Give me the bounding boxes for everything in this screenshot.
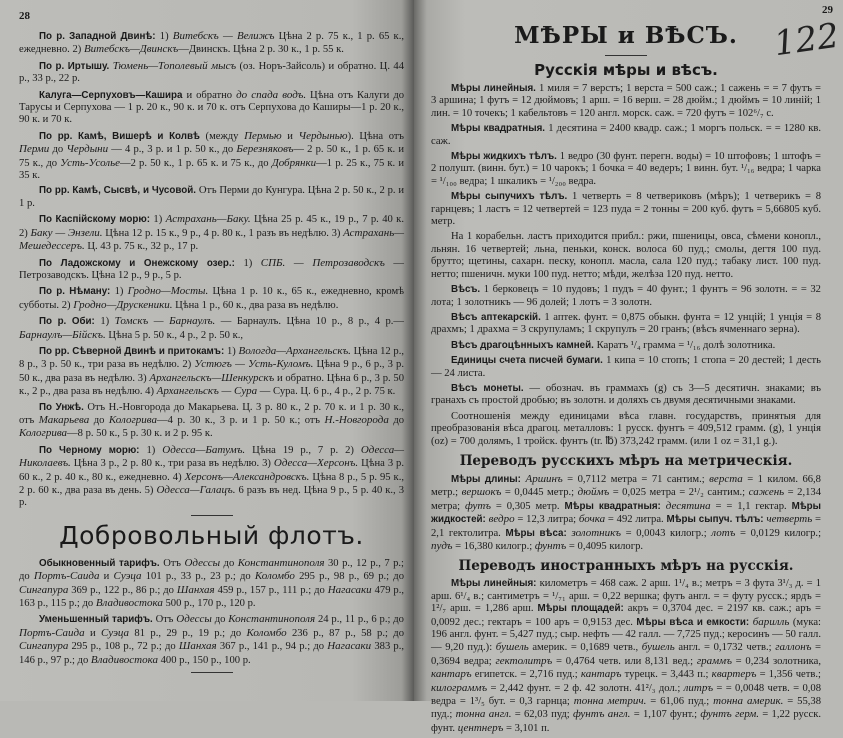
- paragraph: [19, 557, 404, 611]
- text-run: = = 0,0048 четв. = 0,08 ведра = 1³/₅ бут. = 0,3 гарнца;: [431, 682, 822, 708]
- italic-term: барилль: [752, 615, 790, 628]
- italic-term: тонна англ.: [455, 708, 512, 721]
- text-run: до: [49, 144, 67, 156]
- paragraph: [19, 185, 404, 210]
- divider-rule: [605, 55, 647, 56]
- italic-term: Барнаулъ—Бійскъ.: [19, 328, 106, 341]
- text-run: 1 аптек. фунт. = 0,875 обыкн. фунта = 12 унцій; 1 унція = 8 драхмъ; 1 драхма = 3 скрупуламъ; 1 скрупулъ = 20 гранъ; (вѣсъ ячменнаго зерна).: [431, 311, 821, 336]
- text-run: 236 р., 87 р., 58 р.; до: [286, 627, 404, 639]
- text-run: и: [281, 130, 299, 142]
- italic-term: фунтъ: [534, 540, 567, 552]
- page-number: 29: [822, 4, 833, 16]
- text-run: 1): [243, 257, 261, 269]
- paragraph-heading: Вѣсъ монеты.: [451, 382, 524, 394]
- paragraph: [431, 473, 821, 553]
- italic-term: Одесса—Батумъ.: [162, 443, 246, 456]
- text-run: = 0,0043 килогр.;: [621, 527, 712, 539]
- text-run: Цѣна 2 р. 75 к., 1 р. 65 к., ежедневно. 2): [19, 31, 404, 56]
- text-run: Отъ Перми до Кунгура. Цѣна 2 р. 50 к., 2 р. и 1 р.: [19, 185, 404, 209]
- text-run: и обратно. Цѣна 6 р., 3 р. 50 к., 2 р., два раза въ недѣлю. 4): [19, 372, 404, 398]
- paragraph-heading: Единицы счета писчей бумаги.: [451, 355, 607, 367]
- text-run: турецк. = 3,443 п.;: [621, 669, 712, 681]
- italic-term: СПБ. — Петрозаводскъ: [260, 256, 385, 269]
- paragraph-heading: По р. Западной Двинѣ:: [39, 31, 160, 42]
- italic-term: фунтъ герм.: [700, 708, 760, 721]
- paragraph: [19, 444, 404, 510]
- text-run: (между: [199, 130, 245, 142]
- text-run: до: [89, 414, 109, 426]
- italic-term: Гродно—Друскеники.: [73, 298, 173, 311]
- italic-term: Владивостока: [95, 597, 163, 610]
- text-run: = 0,7112 метра = 71 сантим.;: [562, 473, 710, 485]
- italic-term: Вологда—Архангельскъ.: [238, 344, 351, 357]
- text-run: = 1,356 четв.;: [756, 669, 821, 681]
- text-run: = 1,107 фунт.;: [630, 709, 701, 721]
- text-run: = = 1,1 гектар.: [710, 500, 792, 512]
- text-run: 500 р., 170 р., 120 р.: [162, 598, 256, 610]
- paragraph: [431, 191, 821, 228]
- paragraph-heading: Калуга—Серпуховъ—Кашира: [39, 89, 183, 101]
- text-run: до: [388, 414, 405, 426]
- italic-term: Астрахань—Мешедессеръ.: [19, 226, 404, 253]
- text-run: = 2,442 фунт. = 2 ф. 42 золотн. 41²/₃ дол.;: [487, 682, 684, 694]
- section-title: Переводъ иностранныхъ мѣръ на русскія.: [458, 558, 794, 575]
- text-run: = 1 килом. 66,8 метр.;: [431, 473, 821, 499]
- italic-term: футъ: [465, 499, 491, 512]
- italic-term: Суэца: [101, 626, 130, 639]
- left-page: [0, 0, 414, 701]
- italic-term: килограммъ: [431, 681, 488, 694]
- text-run: = 62,03 пуд;: [511, 709, 573, 721]
- italic-term: Нагасаки: [327, 640, 372, 653]
- text-run: Цѣна 8 р., 5 р. 95 к., 2 р. 60 к., два раза въ день. 5): [19, 471, 404, 496]
- text-run: 295 р., 108 р., 72 р.; до: [68, 641, 179, 653]
- paragraph-heading: Мѣры жидкихъ тѣлъ.: [451, 151, 560, 163]
- text-run: 459 р., 157 р., 111 р.; до: [214, 584, 328, 596]
- text-run: —1 р. 25 к., 75 к. и 35 к.: [19, 157, 405, 182]
- paragraph: [431, 231, 821, 281]
- italic-term: Константинополя: [228, 613, 316, 626]
- italic-term: Владивостока: [90, 653, 158, 666]
- text-run: Цѣна 19 р., 7 р. 2): [245, 444, 361, 456]
- handwritten-number: 122: [771, 15, 842, 65]
- paragraph-heading: По рр. Камѣ, Вишерѣ и Колвѣ: [39, 130, 200, 142]
- text-run: америк. = 0,1689 четв.,: [528, 642, 642, 654]
- italic-term: кантаръ: [431, 668, 472, 681]
- paragraph: [431, 312, 821, 337]
- text-run: египетск. = 2,716 пуд.;: [471, 669, 581, 681]
- paragraph: [431, 151, 821, 188]
- italic-term: тонна метрич.: [573, 695, 647, 708]
- paragraph-heading: По Каспійскому морю:: [39, 214, 154, 226]
- italic-term: Гродно—Мосты.: [127, 285, 209, 298]
- text-run: 295 р., 98 р., 69 р.; до: [294, 571, 404, 583]
- text-run: 30 р., 12 р., 7 р.; до: [19, 557, 404, 583]
- italic-term: Одесса—Херсонъ.: [273, 457, 359, 470]
- paragraph: [431, 355, 821, 380]
- text-run: = 0,4764 четв. или 8,131 вед.;: [552, 655, 697, 667]
- paragraph: [19, 213, 404, 253]
- italic-term: сажень: [748, 486, 785, 499]
- text-run: = 3,101 п.: [503, 722, 550, 734]
- left-page-text: [19, 30, 404, 678]
- italic-term: золотникъ: [571, 526, 621, 539]
- paragraph-heading: Мѣры вѣса:: [505, 527, 572, 539]
- page-number: 28: [19, 10, 30, 22]
- italic-term: пудъ: [431, 540, 453, 552]
- paragraph: [431, 123, 821, 148]
- italic-term: Н.-Новгорода: [324, 413, 389, 426]
- italic-term: Кологрива: [19, 427, 68, 440]
- text-run: акръ = 0,3704 дес. = 2197 кв. саж.; аръ = 0,0092 дес.; гектаръ = 100 аръ = 0,9153 дес.: [431, 603, 821, 628]
- text-run: = 61,06 пуд.;: [646, 696, 714, 708]
- paragraph-heading: По Черному морю:: [39, 444, 147, 456]
- italic-term: верста: [709, 472, 743, 485]
- right-page-text: [431, 12, 821, 738]
- right-page: [414, 0, 843, 734]
- text-run: Цѣна 1 р. 10 к., 65 к., ежедневно, кромѣ субботы. 2): [19, 286, 404, 311]
- italic-term: Одессы: [176, 613, 212, 626]
- text-run: Цѣна 3 р. 60 к., 2 р. 40 к., 80 к., ежедневно. 4): [19, 458, 404, 483]
- text-run: 1 ведро (30 фунт. перегн. воды) = 10 штофовъ; 1 штофъ = 2 полушт. (винн. бут.) = 10 чарокъ; 1 бочка = 40 ведеръ; 1 винн. бут. ¹/₁₆ ведра; 1 чарка = ¹/₁₀₀ ведра; 1 шкаликъ = ¹/₂₀₀ ведра.: [431, 151, 821, 187]
- text-run: и: [84, 627, 101, 639]
- text-run: = 0,0129 килогр.;: [735, 527, 822, 539]
- text-run: 1 четверть = 8 четвериковъ (мѣръ); 1 четверикъ = 8 гарнцевъ; 1 ластъ = 12 четвертей = 123 пуда = 2 тонны = 200 куб. футъ = 5,66805 куб. метр.: [431, 191, 822, 228]
- paragraph: [431, 284, 821, 309]
- italic-term: Тюмень—Тополевый мысъ: [112, 59, 237, 72]
- text-run: Соотношенія между единицами вѣса главн. государствъ, принятыя для преобразованія вѣса драгоц. металловъ: 1 русск. фунтъ = 409,512 грамм. (g), 1 унція (oz) = 700 долямъ, 1 тройск. фунтъ (tr. ℔) 373,242 грамм. (или 1 oz = 31,1 g.).: [431, 410, 821, 447]
- paragraph-heading: По Ладожскому и Онежскому озер.:: [39, 257, 244, 269]
- text-run: 24 р., 11 р., 6 р.; до: [315, 614, 404, 626]
- text-run: = 0,0445 метр.;: [501, 487, 578, 499]
- text-run: = 12,3 литра;: [514, 514, 579, 526]
- text-run: 1): [159, 31, 173, 42]
- italic-term: гектолитръ: [495, 654, 553, 667]
- italic-term: Одесса—Галацъ.: [156, 484, 236, 496]
- text-run: 1 берковецъ = 10 пудовъ; 1 пудъ = 40 фунт.; 1 фунтъ = 96 золотн. = = 32 лота; 1 золотникъ — 96 долей; 1 лотъ = 3 золотн.: [431, 284, 821, 308]
- text-run: 1): [146, 444, 163, 456]
- text-run: = 0,234 золотника,: [731, 655, 822, 667]
- paragraph: [19, 613, 404, 667]
- italic-term: Витебскъ — Велижъ: [172, 30, 275, 42]
- italic-term: Чердыни: [66, 143, 109, 156]
- text-run: Отъ Н.-Новгорода до Макарьева. Ц. 3 р. 80 к., 2 р. 70 к. и 1 р. 30 к., отъ: [19, 401, 405, 426]
- paragraph-heading: По р. Нѣману:: [39, 286, 115, 298]
- text-run: 1): [114, 286, 128, 298]
- italic-term: Аршинъ: [525, 472, 563, 485]
- italic-term: вершокъ: [461, 486, 502, 499]
- text-run: 6 разъ въ нед. Цѣна 9 р., 5 р. 40 к., 3 р.: [19, 485, 404, 509]
- text-run: 1): [100, 316, 115, 328]
- paragraph-heading: Мѣры сыпуч. тѣлъ:: [666, 514, 767, 526]
- paragraph-heading: По р. Иртышу.: [39, 60, 113, 72]
- text-run: Цѣна 25 р. 45 к., 19 р., 7 р. 40 к. 2): [19, 214, 404, 239]
- italic-term: дюймъ: [577, 486, 610, 499]
- italic-term: Константинополя: [237, 556, 325, 569]
- italic-term: Портъ-Саида: [33, 570, 100, 583]
- text-run: Ц. 43 р. 75 к., 32 р., 17 р.: [84, 241, 199, 253]
- italic-term: Херсонъ—Александровскъ.: [184, 470, 310, 483]
- italic-term: Коломбо: [254, 570, 295, 583]
- text-run: — Барнаулъ. Цѣна 10 р., 8 р., 4 р.—: [215, 316, 405, 328]
- text-run: Отъ: [163, 557, 185, 569]
- italic-term: Витебскъ—Двинскъ: [83, 43, 179, 56]
- italic-term: бочка: [578, 513, 606, 526]
- italic-term: Сингапура: [19, 640, 69, 653]
- section-title: Переводъ русскихъ мѣръ на метрическія.: [459, 452, 793, 469]
- divider-rule: [191, 515, 233, 516]
- text-run: —4 р. 30 к., 3 р. и 1 р. 50 к.; отъ: [156, 414, 325, 426]
- paragraph: [19, 30, 404, 57]
- text-run: — Сура. Ц. 6 р., 4 р., 2 р. 75 к.: [257, 386, 396, 398]
- italic-term: литръ: [683, 681, 714, 694]
- paragraph-heading: Мѣры квадратныя.: [451, 123, 549, 135]
- section-title: МѢРЫ и ВѢСЪ.: [514, 22, 738, 49]
- italic-term: тонна америк.: [713, 695, 784, 708]
- paragraph-heading: По рр. Камѣ, Сысвѣ, и Чусовой.: [39, 185, 199, 197]
- paragraph: [431, 83, 821, 120]
- text-run: 367 р., 141 р., 94 р.; до: [216, 641, 328, 653]
- paragraph-heading: Вѣсъ драгоцѣнныхъ камней.: [451, 339, 597, 351]
- paragraph-heading: Мѣры линейныя:: [451, 578, 540, 590]
- italic-term: Архангельскъ—Шенкурскъ: [149, 371, 275, 384]
- paragraph: [19, 345, 404, 399]
- text-run: —2 р. 50 к., 1 р. 65 к. и 75 к., до: [119, 157, 272, 169]
- italic-term: Сингапура: [19, 583, 69, 596]
- text-run: Отъ: [155, 614, 177, 626]
- text-run: = 0,3694 ведра;: [431, 642, 822, 667]
- italic-term: Астрахань—Баку.: [165, 213, 251, 226]
- text-run: километръ = 468 саж. 2 арш. 1¹/₄ в.; метръ = 3 фута 3¹/₃ д. = 1 арш. 6¹/₄ в.; сантиметръ = ¹/₇₁ арш. = 0,22 вершка; футъ англ. = = футу русск.; ярдъ = 1²/₇ арш. = 1,286 арш.: [431, 578, 821, 615]
- italic-term: Устюгъ — Усть-Куломъ.: [194, 358, 314, 371]
- text-run: 479 р., 163 р., 115 р.; до: [19, 584, 405, 610]
- paragraph: [431, 578, 821, 735]
- text-run: На 1 корабельн. ластъ приходится прибл.: ржи, пшеницы, овса, сѣмени конопл., льнян. 16 четвертей; льна, пеньки, конск. волоса 60 пуд.; смолы, дегтя 100 пуд. брутто; щетины, сахарн. песку, конопл. масла, сала 120 пуд.; табаку лист. 100 пуд. нетто; пшеничн. муки 100 пуд. нетто; мѣди, желѣза 120 пуд. нетто.: [431, 231, 821, 280]
- text-run: 400 р., 150 р., 100 р.: [157, 654, 251, 666]
- paragraph: [19, 285, 404, 312]
- paragraph-heading: Мѣры длины:: [451, 473, 526, 485]
- paragraph-heading: Мѣры квадратныя:: [564, 500, 666, 512]
- paragraph-heading: Мѣры площадей:: [537, 603, 628, 615]
- text-run: Цѣна 12 р. 15 к., 9 р., 4 р. 80 к., 1 разъ въ недѣлю. 3): [102, 227, 344, 239]
- text-run: до: [211, 614, 229, 626]
- text-run: до: [220, 557, 238, 569]
- italic-term: Перми: [19, 143, 50, 156]
- text-run: 1): [153, 214, 166, 226]
- text-run: и: [99, 571, 114, 583]
- text-run: = 492 литра.: [605, 514, 667, 526]
- text-run: 1 десятина = 2400 квадр. саж.; 1 моргъ польск. = = 1280 кв. саж.: [431, 123, 821, 147]
- paragraph: [19, 257, 404, 283]
- text-run: Цѣна 1 р., 60 к., два раза въ недѣлю.: [172, 299, 339, 311]
- italic-term: Нагасаки: [327, 583, 372, 596]
- italic-term: бушель: [495, 641, 529, 654]
- paragraph: [431, 411, 821, 448]
- italic-term: десятина: [665, 499, 711, 512]
- italic-term: Одессы: [184, 556, 221, 569]
- italic-term: Усть-Усолье: [60, 156, 120, 169]
- paragraph-heading: Мѣры вѣса и емкости:: [636, 616, 753, 628]
- italic-term: кантаръ: [580, 668, 622, 681]
- italic-term: до спада водъ.: [236, 88, 307, 101]
- text-run: = 0,4095 килогр.: [566, 541, 644, 552]
- paragraph-heading: По Унжѣ.: [39, 401, 88, 413]
- italic-term: бушель: [641, 641, 675, 654]
- text-run: = 16,380 килогр.;: [452, 541, 535, 552]
- section-title: Добровольный флотъ.: [59, 520, 364, 550]
- italic-term: Добрянки: [271, 156, 317, 169]
- italic-term: четверть: [766, 513, 813, 526]
- italic-term: Суэца: [113, 570, 142, 583]
- italic-term: ведро: [488, 513, 515, 526]
- italic-term: Одесса—Николаевъ.: [19, 443, 404, 470]
- italic-term: Шанхая: [176, 583, 215, 596]
- text-run: = 55,38 пуд.;: [431, 696, 822, 721]
- paragraph: [431, 383, 821, 408]
- text-run: 101 р., 33 р., 23 р.; до: [141, 571, 255, 583]
- text-run: 1): [227, 345, 239, 357]
- italic-term: центнеръ: [457, 721, 504, 734]
- text-run: — Петрозаводскъ. Цѣна 12 р., 9 р., 5 р.: [19, 257, 405, 281]
- text-run: 369 р., 122 р., 86 р.; до: [68, 584, 177, 596]
- paragraph-heading: Мѣры жидкостей:: [431, 500, 822, 526]
- italic-term: фунтъ англ.: [572, 708, 631, 721]
- text-run: —8 р. 50 к., 5 р. 30 к. и 2 р. 95 к.: [67, 428, 213, 440]
- text-run: —Двинскъ. Цѣна 2 р. 30 к., 1 р. 55 к.: [178, 44, 344, 56]
- text-run: = 0,305 метр.: [490, 500, 565, 512]
- text-run: — обознач. въ граммахъ (g) съ 3—5 десятичн. знаками; въ гранахъ съ простой дробью; въ золотн. и доляхъ съ двумя десятичными знаками.: [431, 382, 821, 407]
- paragraph: [19, 89, 404, 127]
- text-run: — 4 р., 3 р. и 1 р. 50 к., до: [108, 144, 237, 156]
- text-run: Цѣна 9 р., 6 р., 3 р. 50 к., два раза въ недѣлю. 3): [19, 359, 404, 384]
- italic-term: Томскъ — Барнаулъ.: [114, 315, 216, 328]
- italic-term: Коломбо: [246, 626, 287, 639]
- paragraph-heading: Мѣры сыпучихъ тѣлъ.: [451, 191, 573, 203]
- paragraph-heading: По рр. Сѣверной Двинѣ и притокамъ:: [39, 345, 227, 357]
- text-run: англ. = 0,1732 четв.;: [674, 642, 776, 654]
- paragraph: [19, 60, 404, 86]
- text-run: 81 р., 29 р., 19 р.; до: [129, 627, 247, 639]
- text-run: = 2,134 метра;: [431, 487, 822, 512]
- text-run: Цѣна 12 р., 8 р., 3 р. 50 к., три раза въ недѣлю. 2): [19, 345, 404, 371]
- italic-term: Пермью: [244, 129, 282, 142]
- section-title: Русскія мѣры и вѣсъ.: [534, 61, 718, 79]
- italic-term: Макарьева: [38, 413, 90, 426]
- text-run: и обратно: [182, 89, 237, 101]
- italic-term: Портъ-Саида: [19, 626, 85, 639]
- text-run: = 0,025 метра = 2¹/₂ сантим.;: [609, 487, 749, 499]
- text-run: (оз. Норъ-Зайсоль) и обратно. Ц. 44 р., 33 р., 22 р.: [19, 60, 404, 85]
- text-run: = 2,1 гектолитра.: [431, 514, 822, 539]
- paragraph-heading: Мѣры линейныя.: [451, 83, 540, 94]
- paragraph: [19, 402, 404, 441]
- paragraph-heading: Уменьшенный тарифъ.: [39, 614, 156, 626]
- italic-term: Березняковъ: [236, 143, 294, 156]
- paragraph: [19, 315, 404, 342]
- text-run: — 2 р. 50 к., 1 р. 65 к. и 75 к., до: [19, 144, 405, 169]
- text-run: Каратъ ¹/₄ грамма = ¹/₁₆ долѣ золотника.: [596, 339, 776, 351]
- text-run: 1 кипа = 10 стопъ; 1 стопа = 20 дестей; 1 десть — 24 листа.: [431, 355, 821, 379]
- text-run: (мука: 196 англ. фунт. = 5,427 пуд.; сыр. нефть — 42 галл. — 7,725 пуд.; керосинъ — 50 галл. — 9,20 пуд.):: [431, 616, 821, 654]
- italic-term: Баку — Энзели.: [30, 226, 103, 239]
- paragraph: [19, 130, 404, 183]
- divider-rule: [191, 672, 233, 673]
- italic-term: лотъ: [711, 526, 736, 539]
- italic-term: Чердынью: [298, 129, 348, 142]
- paragraph-heading: Вѣсъ аптекарскій.: [451, 311, 545, 323]
- italic-term: Кологрива: [108, 413, 157, 426]
- italic-term: галлонъ: [775, 641, 812, 654]
- text-run: ). Цѣна отъ: [347, 130, 404, 142]
- text-run: 383 р., 146 р., 97 р.; до: [19, 641, 405, 666]
- text-run: Цѣна 5 р. 50 к., 4 р., 2 р. 50 к.,: [105, 329, 244, 341]
- paragraph: [431, 340, 821, 352]
- italic-term: Архангельскъ — Сура: [156, 385, 258, 398]
- text-run: = 1,22 русск. фунт.: [431, 709, 821, 734]
- text-run: 1 миля = 7 верстъ; 1 верста = 500 саж.; 1 сажень = = 7 футъ = 3 аршина; 1 футъ = 12 дюймовъ; 1 арш. = 16 верш. = 28 дюйм.; 1 дюймъ = 10 линій; 1 лин. = 10 точекъ; 1 кабельтовъ = 120 англ. морск. саж. = 720 футъ = 102⁶/₇ с.: [431, 83, 821, 119]
- italic-term: квартеръ: [711, 668, 757, 681]
- paragraph-heading: По р. Оби:: [39, 316, 101, 328]
- text-run: Цѣна 3 р., 2 р. 80 к., три раза въ недѣлю. 3): [70, 458, 274, 470]
- paragraph-heading: Вѣсъ.: [451, 284, 484, 296]
- text-run: Цѣна отъ Калуги до Тарусы и Серпухова — 1 р. 20 к., 90 к. и 70 к. отъ Серпухова до Каширы—1 р. 20 к., 90 к. и 70 к.: [19, 89, 405, 126]
- italic-term: граммъ: [696, 654, 732, 667]
- italic-term: Шанхая: [178, 640, 217, 653]
- paragraph-heading: Обыкновенный тарифъ.: [39, 557, 164, 569]
